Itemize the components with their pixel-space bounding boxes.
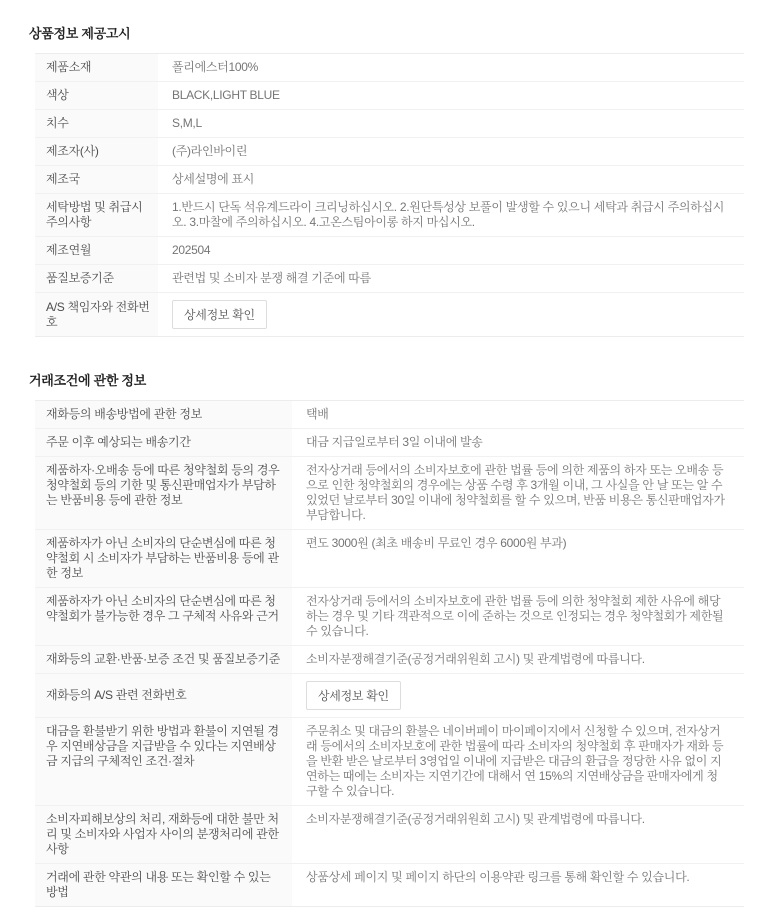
table-row [35,194,744,237]
table-row [35,265,744,293]
row-label: 주문 이후 예상되는 배송기간 [35,429,292,457]
section-transaction-conditions [29,370,744,907]
row-label: 재화등의 교환·반품·보증 조건 및 품질보증기준 [35,646,292,674]
table-row [35,237,744,265]
table-row [35,54,744,82]
table-row [35,138,744,166]
row-label: 제품하자·오배송 등에 따른 청약철회 등의 경우 청약철회 등의 기한 및 통신판매업자가 부담하는 반품비용 등에 관한 정보 [35,457,292,530]
row-label: 세탁방법 및 취급시 주의사항 [35,194,158,237]
row-value: 편도 3000원 (최초 배송비 무료인 경우 6000원 부과) [306,536,567,550]
detail-info-button[interactable]: 상세정보 확인 [172,300,267,329]
row-value [292,674,744,718]
row-value: 주문취소 및 대금의 환불은 네이버페이 마이페이지에서 신청할 수 있으며, 전자상거래 등에서의 소비자보호에 관한 법률에 따라 소비자의 청약철회 후 판매자가 재화 등을 반환 받은 날로부터 3영업일 이내에 지급받은 대금의 환급을 정당한 사유 없이 지연하는 때에는 소비자는 지연기간에 대해서 연 15%의 지연배상금을 판매자에게 청구할 수 있습니다. [306,724,724,798]
table-row [35,718,744,806]
row-value: 상품상세 페이지 및 페이지 하단의 이용약관 링크를 통해 확인할 수 있습니다. [306,870,690,884]
section-title-product-info: 상품정보 제공고시 [29,26,131,41]
row-label: 치수 [35,110,158,138]
row-label: 재화등의 A/S 관련 전화번호 [35,674,292,718]
row-value: 전자상거래 등에서의 소비자보호에 관한 법률 등에 의한 청약철회 제한 사유에 해당하는 경우 및 기타 객관적으로 이에 준하는 것으로 인정되는 경우 청약철회가 제한될 수 있습니다. [306,594,724,638]
row-label: 소비자피해보상의 처리, 재화등에 대한 불만 처리 및 소비자와 사업자 사이의 분쟁처리에 관한 사항 [35,806,292,864]
row-value: BLACK,LIGHT BLUE [172,88,280,102]
table-row [35,646,744,674]
table-row-as-contact [35,293,744,337]
row-value: 소비자분쟁해결기준(공정거래위원회 고시) 및 관계법령에 따릅니다. [306,652,645,666]
table-row [35,806,744,864]
row-label: 색상 [35,82,158,110]
table-row [35,401,744,429]
table-row [35,588,744,646]
table-row [35,166,744,194]
row-value: 소비자분쟁해결기준(공정거래위원회 고시) 및 관계법령에 따릅니다. [306,812,645,826]
row-value: 관련법 및 소비자 분쟁 해결 기준에 따름 [172,271,371,285]
row-value: (주)라인바이린 [172,144,248,158]
row-value: 대금 지급일로부터 3일 이내에 발송 [306,435,483,449]
row-value: 택배 [306,407,329,421]
detail-info-button[interactable]: 상세정보 확인 [306,681,401,710]
table-row [35,110,744,138]
table-row [35,429,744,457]
table-row [35,864,744,907]
row-label: 제조국 [35,166,158,194]
table-row [35,530,744,588]
row-label: 거래에 관한 약관의 내용 또는 확인할 수 있는 방법 [35,864,292,907]
row-value: 1.반드시 단독 석유계드라이 크리닝하십시오. 2.원단특성상 보풀이 발생할 수 있으니 세탁과 취급시 주의하십시오. 3.마찰에 주의하십시오. 4.고온스팀아이롱 하지 마십시오. [172,200,725,229]
row-value: 전자상거래 등에서의 소비자보호에 관한 법률 등에 의한 제품의 하자 또는 오배송 등으로 인한 청약철회의 경우에는 상품 수령 후 3개월 이내, 그 사실을 안 날 또는 알 수 있었던 날로부터 30일 이내에 청약철회를 할 수 있으며, 반품 비용은 통신판매업자가 부담합니다. [306,463,725,522]
row-label: 제조자(사) [35,138,158,166]
product-info-table [35,53,744,337]
row-value [158,293,744,337]
row-label: 대금을 환불받기 위한 방법과 환불이 지연될 경우 지연배상금을 지급받을 수 있다는 지연배상금 지급의 구체적인 조건·절차 [35,718,292,806]
row-label: 제품하자가 아닌 소비자의 단순변심에 따른 청약철회가 불가능한 경우 그 구체적 사유와 근거 [35,588,292,646]
row-label: 재화등의 배송방법에 관한 정보 [35,401,292,429]
row-value: 202504 [172,243,211,257]
row-value: S,M,L [172,116,202,130]
table-row [35,457,744,530]
row-label: 제품하자가 아닌 소비자의 단순변심에 따른 청약철회 시 소비자가 부담하는 반품비용 등에 관한 정보 [35,530,292,588]
row-value: 폴리에스터100% [172,60,258,74]
section-product-info-notice [29,23,744,337]
transaction-conditions-table [35,400,744,907]
table-row [35,82,744,110]
row-label: 품질보증기준 [35,265,158,293]
section-title-transaction-conditions: 거래조건에 관한 정보 [29,373,146,388]
row-label: 제조연월 [35,237,158,265]
row-label: A/S 책임자와 전화번호 [35,293,158,337]
row-value: 상세설명에 표시 [172,172,255,186]
table-row-as-phone [35,674,744,718]
row-label: 제품소재 [35,54,158,82]
